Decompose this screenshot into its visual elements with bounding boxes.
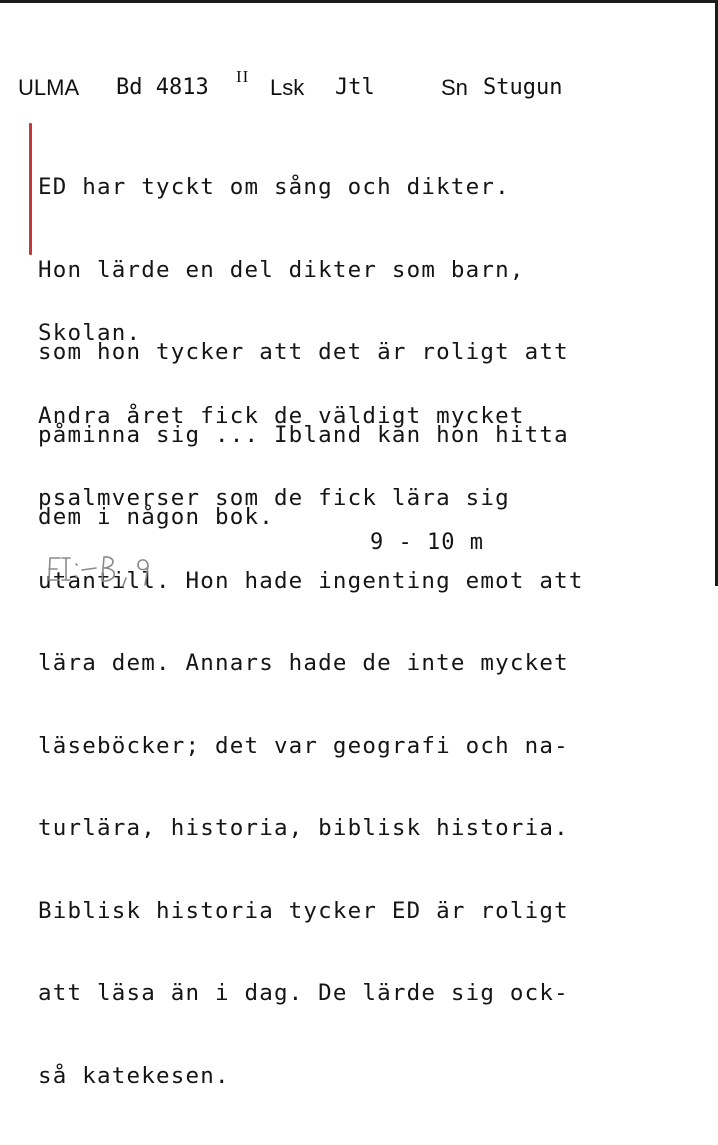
time-range: 9 - 10 m [370, 530, 484, 555]
socken-value: Stugun [483, 75, 563, 100]
text-line: Andra året fick de väldigt mycket [38, 402, 525, 429]
text-line: ED har tyckt om sång och dikter. [38, 174, 510, 200]
text-line: utantill. Hon hade ingenting emot att [38, 567, 584, 594]
volume-number: Bd 4813 [116, 75, 209, 100]
paragraph-school [38, 265, 584, 1145]
card-header [18, 67, 698, 107]
archive-code: ULMA [18, 75, 80, 100]
socken-label: Sn [441, 75, 468, 100]
red-margin-mark [29, 123, 32, 255]
text-line: turlära, historia, biblisk historia. [38, 815, 569, 841]
handwritten-note-drawing [44, 548, 174, 588]
landskap-value: Jtl [335, 75, 375, 100]
text-line: lära dem. Annars hade de inte mycket [38, 650, 569, 676]
text-line: dem i någon bok. [38, 504, 274, 530]
volume-suffix: II [236, 67, 250, 86]
text-line: att läsa än i dag. De lärde sig ock- [38, 980, 569, 1006]
text-line: påminna sig ... Ibland kan hon hitta [38, 421, 569, 448]
text-line: läseböcker; det var geografi och na- [38, 732, 569, 759]
text-line: Biblisk historia tycker ED är roligt [38, 897, 569, 924]
handwritten-note [44, 548, 174, 588]
section-heading: Skolan. [38, 320, 142, 346]
text-line: Hon lärde en del dikter som barn, [38, 256, 525, 283]
landskap-label: Lsk [270, 75, 305, 100]
text-line: som hon tycker att det är roligt att [38, 339, 569, 365]
text-line: psalmverser som de fick lära sig [38, 485, 510, 511]
text-line: så katekesen. [38, 1062, 230, 1089]
